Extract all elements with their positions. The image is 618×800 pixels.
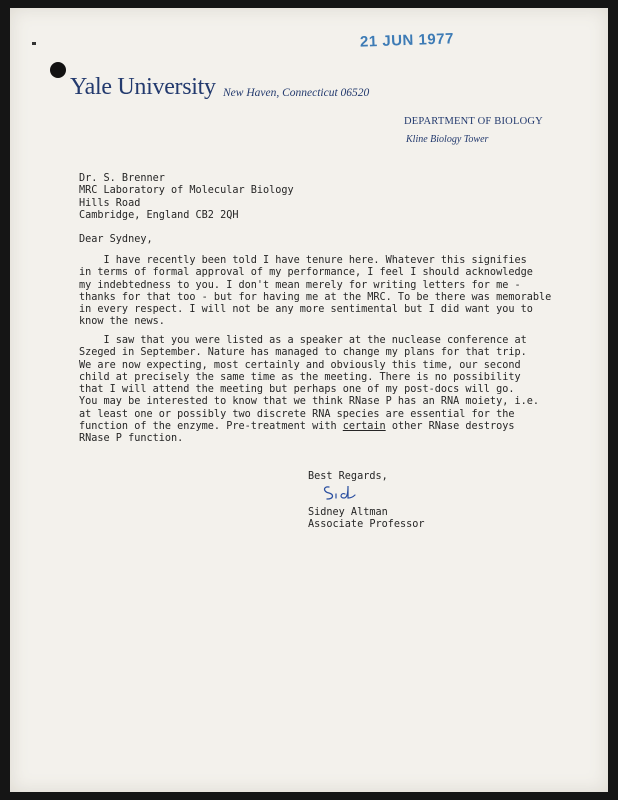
text-line [79,421,539,433]
recipient-address [79,173,294,222]
text-line: I saw that you were listed as a speaker at the nuclease conference at [79,335,527,346]
text-line: thanks for that too - but for having me at the MRC. To be there was memorable [79,291,552,303]
recipient-line: Hills Road [79,197,141,209]
department-name: DEPARTMENT OF BIOLOGY [404,116,543,127]
closing: Best Regards, [308,471,388,482]
text-line: child at precisely the same time as the meeting. There is no possibility [79,371,521,383]
text-line: my indebtedness to you. I don't mean merely for writing letters for me - [79,279,521,291]
handwritten-signature [320,482,360,502]
signer-block [308,507,425,532]
text-segment: other RNase destroys [385,421,515,433]
received-date-stamp: 21 JUN 1977 [359,30,455,51]
text-line: know the news. [79,316,165,328]
letterhead-institution: Yale University [70,74,216,100]
text-line: Szeged in September. Nature has managed to change my plans for that trip. [79,347,527,359]
text-segment: function of the enzyme. Pre-treatment with [79,421,343,433]
recipient-line: Dr. S. Brenner [79,173,165,184]
signer-title: Associate Professor [308,519,425,531]
letterhead-address: New Haven, Connecticut 06520 [223,87,370,99]
underlined-word: certain [342,421,386,433]
signer-name: Sidney Altman [308,507,388,518]
text-line: in terms of formal approval of my performance, I feel I should acknowledge [79,267,533,279]
text-line: RNase P function. [79,433,184,445]
letter-page [10,8,608,792]
paragraph-tenure [79,255,551,329]
text-line: I have recently been told I have tenure here. Whatever this signifies [79,255,527,266]
paragraph-conference [79,335,539,446]
department-building: Kline Biology Tower [406,134,489,145]
punch-hole [50,62,66,78]
recipient-line: Cambridge, England CB2 2QH [79,209,239,221]
text-line: at least one or possibly two discrete RNA species are essential for the [79,408,515,420]
text-line: We are now expecting, most certainly and obviously this time, our second [79,359,521,371]
text-line: You may be interested to know that we think RNase P has an RNA moiety, i.e. [79,396,540,408]
salutation: Dear Sydney, [79,234,153,245]
text-line: that I will attend the meeting but perhaps one of my post-docs will go. [79,384,515,396]
recipient-line: MRC Laboratory of Molecular Biology [79,185,294,197]
margin-mark [32,42,36,45]
text-line: in every respect. I will not be any more sentimental but I did want you to [79,304,533,316]
